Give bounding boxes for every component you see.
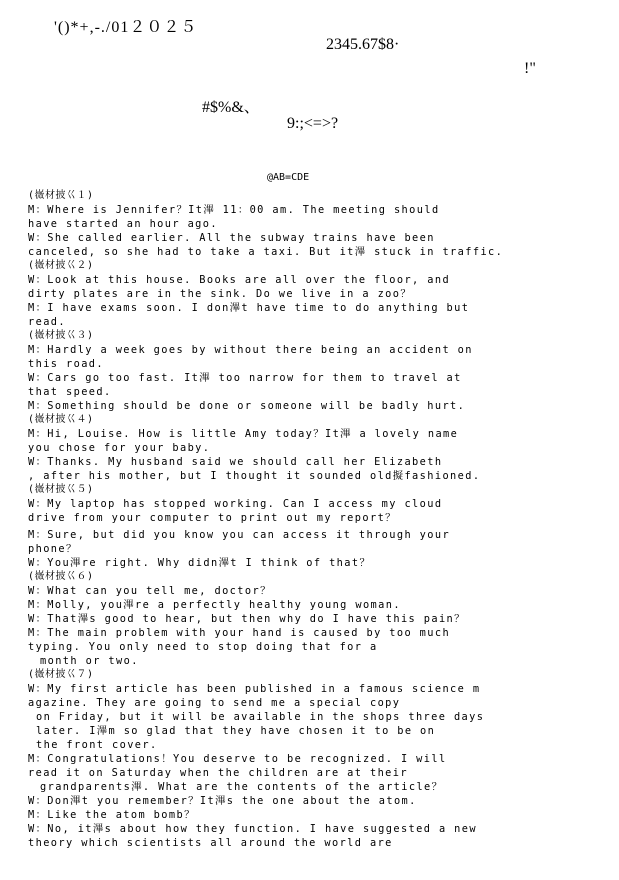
- transcript: [28, 189, 614, 850]
- section-heading: (嶶材披巜５): [28, 484, 94, 495]
- transcript-line: agazine. They are going to send me a special copy: [28, 697, 401, 709]
- transcript-line: read it on Saturday when the children are at their: [28, 767, 408, 779]
- transcript-line: M：I have exams soon. I don滭t have time to do anything but: [28, 302, 470, 314]
- transcript-line: theory which scientists all around the world are: [28, 837, 393, 849]
- transcript-line: month or two.: [40, 655, 139, 667]
- transcript-line: that speed.: [28, 386, 112, 398]
- transcript-line: read.: [28, 316, 66, 328]
- header-line-1: '()*+,-./01２０２５: [54, 19, 198, 36]
- transcript-line: W：Cars go too fast. It滭 too narrow for them to travel at: [28, 372, 462, 384]
- transcript-line: M：Hi, Louise. How is little Amy today？It滭 a lovely name: [28, 428, 459, 440]
- transcript-line: , after his mother, but I thought it sounded old擬fashioned.: [28, 470, 481, 482]
- transcript-line: drive from your computer to print out my report？: [28, 512, 397, 524]
- transcript-line: M：Congratulations！You deserve to be recognized. I will: [28, 753, 447, 765]
- transcript-line: W：She called earlier. All the subway trains have been: [28, 232, 435, 244]
- transcript-line: M：Like the atom bomb？: [28, 809, 196, 821]
- transcript-line: typing. You only need to stop doing that for a: [28, 641, 378, 653]
- section-title: @AB=CDE: [267, 172, 310, 183]
- transcript-line: grandparents滭. What are the contents of the article？: [40, 781, 444, 793]
- transcript-line: W：You滭re right. Why didn滭t I think of that？: [28, 557, 372, 569]
- transcript-line: M：Sure, but did you know you can access it through your: [28, 529, 451, 541]
- transcript-line: M：Where is Jennifer？It滭 11：00 am. The meeting should: [28, 204, 440, 216]
- section-heading: (嶶材披巜２): [28, 260, 94, 271]
- header-line-2: 2345.67$8·: [326, 36, 400, 53]
- transcript-line: on Friday, but it will be available in the shops three days: [36, 711, 485, 723]
- transcript-line: later. I滭m so glad that they have chosen it to be on: [36, 725, 436, 737]
- transcript-line: W：Thanks. My husband said we should call her Elizabeth: [28, 456, 443, 468]
- transcript-line: W：Don滭t you remember？It滭s the one about the atom.: [28, 795, 417, 807]
- transcript-line: the front cover.: [36, 739, 158, 751]
- transcript-line: dirty plates are in the sink. Do we live in a zoo？: [28, 288, 413, 300]
- transcript-line: W：No, it滭s about how they function. I have suggested a new: [28, 823, 477, 835]
- transcript-line: phone？: [28, 543, 78, 555]
- section-heading: (嶶材披巜４): [28, 414, 94, 425]
- transcript-line: W：What can you tell me, doctor？: [28, 585, 272, 597]
- section-heading: (嶶材披巜１): [28, 190, 94, 201]
- transcript-line: W：My first article has been published in a famous science m: [28, 683, 481, 695]
- header-line-4: #$%&、: [202, 99, 260, 116]
- section-heading: (嶶材披巜７): [28, 669, 94, 680]
- header-line-3: !": [524, 60, 536, 77]
- transcript-line: this road.: [28, 358, 104, 370]
- transcript-line: M：Something should be done or someone will be badly hurt.: [28, 400, 466, 412]
- transcript-line: M：Molly, you滭re a perfectly healthy young woman.: [28, 599, 401, 611]
- transcript-line: canceled, so she had to take a taxi. But it滭 stuck in traffic.: [28, 246, 504, 258]
- transcript-line: M：Hardly a week goes by without there being an accident on: [28, 344, 473, 356]
- transcript-line: W：That滭s good to hear, but then why do I have this pain？: [28, 613, 466, 625]
- section-heading: (嶶材披巜６): [28, 571, 94, 582]
- header-line-5: 9:;<=>?: [287, 115, 339, 132]
- transcript-line: M：The main problem with your hand is caused by too much: [28, 627, 451, 639]
- transcript-line: have started an hour ago.: [28, 218, 218, 230]
- transcript-line: W：Look at this house. Books are all over the floor, and: [28, 274, 451, 286]
- transcript-line: W：My laptop has stopped working. Can I access my cloud: [28, 498, 443, 510]
- transcript-line: you chose for your baby.: [28, 442, 211, 454]
- section-heading: (嶶材披巜３): [28, 330, 94, 341]
